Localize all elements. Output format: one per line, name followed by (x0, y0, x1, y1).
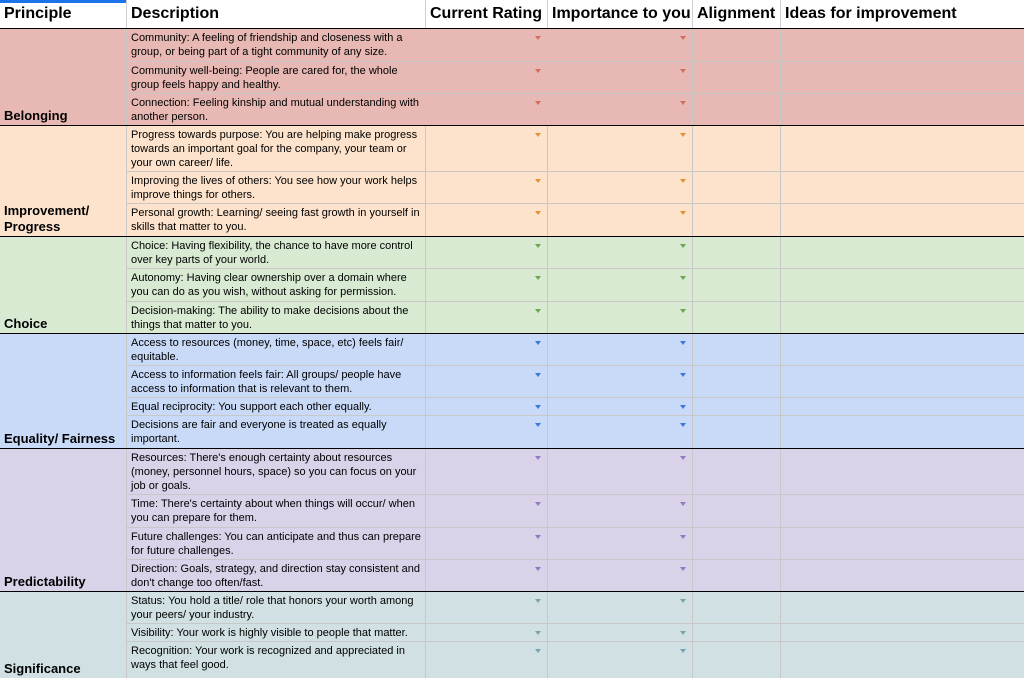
description-cell[interactable]: Access to resources (money, time, space, etc) feels fair/ equitable. (127, 334, 426, 365)
alignment-cell[interactable] (693, 560, 781, 591)
dropdown-arrow-icon[interactable] (535, 101, 541, 105)
alignment-cell[interactable] (693, 269, 781, 301)
principle-cell[interactable] (0, 237, 127, 333)
current-rating-dropdown[interactable] (426, 624, 548, 641)
principle-group (0, 592, 1024, 678)
principle-group (0, 334, 1024, 449)
importance-dropdown[interactable] (548, 237, 693, 268)
alignment-cell[interactable] (693, 29, 781, 61)
table-row (127, 642, 1024, 678)
dropdown-arrow-icon[interactable] (680, 179, 686, 183)
current-rating-dropdown[interactable] (426, 416, 548, 448)
ideas-cell[interactable] (781, 642, 1024, 678)
importance-dropdown[interactable] (548, 495, 693, 527)
dropdown-arrow-icon[interactable] (535, 133, 541, 137)
dropdown-arrow-icon[interactable] (680, 456, 686, 460)
principle-cell[interactable] (0, 449, 127, 591)
importance-dropdown[interactable] (548, 126, 693, 171)
alignment-cell[interactable] (693, 398, 781, 415)
ideas-cell[interactable] (781, 302, 1024, 333)
dropdown-arrow-icon[interactable] (535, 244, 541, 248)
current-rating-dropdown[interactable] (426, 366, 548, 397)
dropdown-arrow-icon[interactable] (535, 535, 541, 539)
column-header-importance[interactable]: Importance to you (548, 0, 693, 28)
description-cell[interactable]: Personal growth: Learning/ seeing fast growth in yourself in skills that matter to you. (127, 204, 426, 236)
column-header-alignment[interactable]: Alignment (693, 0, 781, 28)
dropdown-arrow-icon[interactable] (680, 649, 686, 653)
dropdown-arrow-icon[interactable] (535, 211, 541, 215)
ideas-cell[interactable] (781, 334, 1024, 365)
dropdown-arrow-icon[interactable] (680, 631, 686, 635)
description-cell[interactable]: Choice: Having flexibility, the chance to have more control over key parts of your world. (127, 237, 426, 268)
table-row (127, 624, 1024, 642)
table-row (127, 62, 1024, 94)
ideas-cell[interactable] (781, 366, 1024, 397)
dropdown-arrow-icon[interactable] (535, 276, 541, 280)
alignment-cell[interactable] (693, 237, 781, 268)
current-rating-dropdown[interactable] (426, 126, 548, 171)
importance-dropdown[interactable] (548, 560, 693, 591)
importance-dropdown[interactable] (548, 449, 693, 494)
alignment-cell[interactable] (693, 94, 781, 125)
dropdown-arrow-icon[interactable] (535, 405, 541, 409)
importance-dropdown[interactable] (548, 528, 693, 559)
dropdown-arrow-icon[interactable] (680, 133, 686, 137)
table-row (127, 560, 1024, 591)
principle-label: Improvement/ Progress (4, 203, 90, 234)
description-cell[interactable]: Connection: Feeling kinship and mutual understanding with another person. (127, 94, 426, 125)
principle-label: Choice (4, 316, 48, 331)
current-rating-dropdown[interactable] (426, 302, 548, 333)
ideas-cell[interactable] (781, 495, 1024, 527)
dropdown-arrow-icon[interactable] (535, 309, 541, 313)
current-rating-dropdown[interactable] (426, 94, 548, 125)
alignment-cell[interactable] (693, 528, 781, 559)
description-cell[interactable]: Status: You hold a title/ role that honors your worth among your peers/ your industry. (127, 592, 426, 623)
dropdown-arrow-icon[interactable] (680, 373, 686, 377)
principle-label: Predictability (4, 574, 86, 589)
ideas-cell[interactable] (781, 126, 1024, 171)
description-cell[interactable]: Decision-making: The ability to make decisions about the things that matter to you. (127, 302, 426, 333)
description-cell[interactable]: Improving the lives of others: You see how your work helps improve things for others. (127, 172, 426, 203)
dropdown-arrow-icon[interactable] (535, 341, 541, 345)
alignment-cell[interactable] (693, 416, 781, 448)
ideas-cell[interactable] (781, 624, 1024, 641)
ideas-cell[interactable] (781, 449, 1024, 494)
alignment-cell[interactable] (693, 642, 781, 678)
importance-dropdown[interactable] (548, 302, 693, 333)
ideas-cell[interactable] (781, 560, 1024, 591)
principle-cell[interactable] (0, 592, 127, 678)
dropdown-arrow-icon[interactable] (535, 649, 541, 653)
column-header-ideas[interactable]: Ideas for improvement (785, 5, 957, 22)
table-row (127, 29, 1024, 62)
dropdown-arrow-icon[interactable] (680, 599, 686, 603)
alignment-cell[interactable] (693, 449, 781, 494)
principle-group (0, 29, 1024, 126)
current-rating-dropdown[interactable] (426, 237, 548, 268)
description-cell[interactable]: Community well-being: People are cared for, the whole group feels happy and healthy. (127, 62, 426, 93)
importance-dropdown[interactable] (548, 29, 693, 61)
dropdown-arrow-icon[interactable] (680, 502, 686, 506)
alignment-cell[interactable] (693, 624, 781, 641)
description-cell[interactable]: Community: A feeling of friendship and closeness with a group, or being part of a tight community of any size. (127, 29, 426, 61)
dropdown-arrow-icon[interactable] (680, 341, 686, 345)
current-rating-dropdown[interactable] (426, 269, 548, 301)
current-rating-dropdown[interactable] (426, 592, 548, 623)
dropdown-arrow-icon[interactable] (535, 599, 541, 603)
alignment-cell[interactable] (693, 366, 781, 397)
ideas-cell[interactable] (781, 237, 1024, 268)
table-row (127, 172, 1024, 204)
current-rating-dropdown[interactable] (426, 62, 548, 93)
dropdown-arrow-icon[interactable] (535, 456, 541, 460)
alignment-cell[interactable] (693, 204, 781, 236)
table-row (127, 237, 1024, 269)
current-rating-dropdown[interactable] (426, 204, 548, 236)
table-row (127, 126, 1024, 172)
header-row (0, 0, 1024, 29)
importance-dropdown[interactable] (548, 172, 693, 203)
current-rating-dropdown[interactable] (426, 495, 548, 527)
ideas-cell[interactable] (781, 528, 1024, 559)
current-rating-dropdown[interactable] (426, 172, 548, 203)
description-cell[interactable]: Access to information feels fair: All groups/ people have access to information that is relevant to them. (127, 366, 426, 397)
dropdown-arrow-icon[interactable] (535, 631, 541, 635)
principle-cell[interactable] (0, 334, 127, 448)
importance-dropdown[interactable] (548, 416, 693, 448)
dropdown-arrow-icon[interactable] (680, 36, 686, 40)
table-row (127, 94, 1024, 125)
table-row (127, 366, 1024, 398)
table-row (127, 495, 1024, 528)
table-row (127, 302, 1024, 333)
principle-cell[interactable] (0, 29, 127, 125)
alignment-cell[interactable] (693, 172, 781, 203)
description-cell[interactable]: Resources: There's enough certainty about resources (money, personnel hours, space) so you can focus on your job or goals. (127, 449, 426, 494)
principle-group (0, 237, 1024, 334)
table-row (127, 449, 1024, 495)
ideas-cell[interactable] (781, 94, 1024, 125)
dropdown-arrow-icon[interactable] (535, 373, 541, 377)
dropdown-arrow-icon[interactable] (680, 405, 686, 409)
description-cell[interactable]: Decisions are fair and everyone is treated as equally important. (127, 416, 426, 448)
dropdown-arrow-icon[interactable] (680, 309, 686, 313)
description-cell[interactable]: Autonomy: Having clear ownership over a domain where you can do as you wish, without asking for permission. (127, 269, 426, 301)
ideas-cell[interactable] (781, 172, 1024, 203)
dropdown-arrow-icon[interactable] (680, 244, 686, 248)
dropdown-arrow-icon[interactable] (535, 502, 541, 506)
importance-dropdown[interactable] (548, 269, 693, 301)
dropdown-arrow-icon[interactable] (680, 101, 686, 105)
importance-dropdown[interactable] (548, 334, 693, 365)
principle-label: Significance (4, 661, 81, 676)
table-row (127, 269, 1024, 302)
dropdown-arrow-icon[interactable] (680, 535, 686, 539)
principle-cell[interactable] (0, 126, 127, 236)
dropdown-arrow-icon[interactable] (680, 211, 686, 215)
importance-dropdown[interactable] (548, 592, 693, 623)
principle-label: Equality/ Fairness (4, 431, 116, 446)
alignment-cell[interactable] (693, 126, 781, 171)
table-row (127, 398, 1024, 416)
current-rating-dropdown[interactable] (426, 560, 548, 591)
ideas-cell[interactable] (781, 592, 1024, 623)
ideas-cell[interactable] (781, 269, 1024, 301)
current-rating-dropdown[interactable] (426, 398, 548, 415)
description-cell[interactable]: Direction: Goals, strategy, and direction stay consistent and don't change too often/fast. (127, 560, 426, 591)
alignment-cell[interactable] (693, 302, 781, 333)
importance-dropdown[interactable] (548, 366, 693, 397)
dropdown-arrow-icon[interactable] (535, 567, 541, 571)
table-row (127, 204, 1024, 236)
principle-group (0, 449, 1024, 592)
current-rating-dropdown[interactable] (426, 642, 548, 678)
column-header-current-rating[interactable]: Current Rating (426, 0, 548, 28)
dropdown-arrow-icon[interactable] (535, 423, 541, 427)
ideas-cell[interactable] (781, 29, 1024, 61)
ideas-cell[interactable] (781, 416, 1024, 448)
alignment-cell[interactable] (693, 334, 781, 365)
dropdown-arrow-icon[interactable] (680, 69, 686, 73)
importance-dropdown[interactable] (548, 204, 693, 236)
current-rating-dropdown[interactable] (426, 449, 548, 494)
dropdown-arrow-icon[interactable] (535, 69, 541, 73)
table-row (127, 528, 1024, 560)
principle-label: Belonging (4, 108, 68, 123)
dropdown-arrow-icon[interactable] (680, 567, 686, 571)
dropdown-arrow-icon[interactable] (535, 179, 541, 183)
current-rating-dropdown[interactable] (426, 334, 548, 365)
alignment-cell[interactable] (693, 592, 781, 623)
current-rating-dropdown[interactable] (426, 528, 548, 559)
description-cell[interactable]: Time: There's certainty about when things will occur/ when you can prepare for them. (127, 495, 426, 527)
description-cell[interactable]: Visibility: Your work is highly visible to people that matter. (127, 624, 426, 641)
dropdown-arrow-icon[interactable] (680, 276, 686, 280)
dropdown-arrow-icon[interactable] (680, 423, 686, 427)
importance-dropdown[interactable] (548, 624, 693, 641)
importance-dropdown[interactable] (548, 398, 693, 415)
table-row (127, 334, 1024, 366)
ideas-cell[interactable] (781, 204, 1024, 236)
description-cell[interactable]: Progress towards purpose: You are helping make progress towards an important goal for the company, your team or your own career/ life. (127, 126, 426, 171)
column-header-principle[interactable]: Principle (0, 0, 127, 28)
description-cell[interactable]: Recognition: Your work is recognized and appreciated in ways that feel good. (127, 642, 426, 678)
description-cell[interactable]: Future challenges: You can anticipate and thus can prepare for future challenges. (127, 528, 426, 559)
alignment-cell[interactable] (693, 495, 781, 527)
dropdown-arrow-icon[interactable] (535, 36, 541, 40)
importance-dropdown[interactable] (548, 62, 693, 93)
description-cell[interactable]: Equal reciprocity: You support each other equally. (127, 398, 426, 415)
importance-dropdown[interactable] (548, 642, 693, 678)
importance-dropdown[interactable] (548, 94, 693, 125)
table-row (127, 416, 1024, 448)
alignment-cell[interactable] (693, 62, 781, 93)
table-row (127, 592, 1024, 624)
principle-group (0, 126, 1024, 237)
ideas-cell[interactable] (781, 62, 1024, 93)
ideas-cell[interactable] (781, 398, 1024, 415)
column-header-description[interactable]: Description (127, 0, 426, 28)
current-rating-dropdown[interactable] (426, 29, 548, 61)
